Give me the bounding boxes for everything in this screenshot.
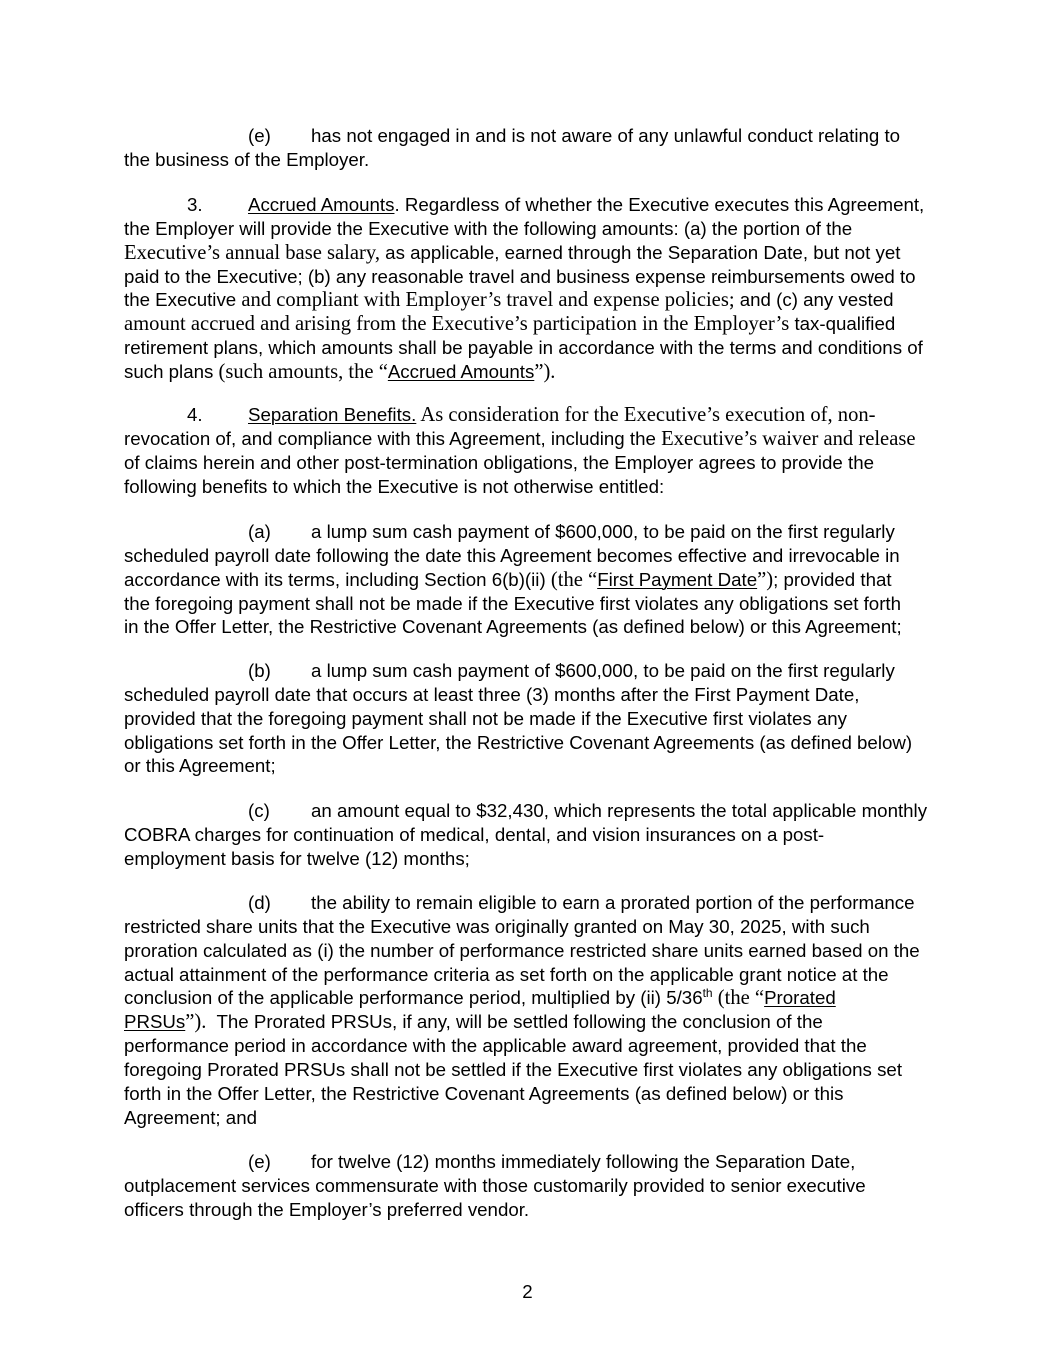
text-segment: Executive’s waiver and release	[661, 427, 916, 450]
section-heading: Separation Benefits.	[248, 404, 417, 425]
text-line	[124, 403, 1004, 427]
text-segment: retirement plans, which amounts shall be payable in accordance with the terms and conditions of	[124, 337, 923, 359]
section-heading: Accrued Amounts	[248, 194, 395, 215]
text-line	[124, 193, 1004, 217]
item-label: (c)	[248, 800, 270, 821]
text-line	[124, 241, 1004, 265]
text-line	[124, 475, 1004, 499]
text-segment: and (c) any vested	[734, 289, 894, 311]
text-line	[124, 124, 1004, 148]
text-segment: Agreement; and	[124, 1106, 257, 1128]
text-line	[124, 683, 1004, 707]
text-line	[124, 592, 1004, 616]
text-segment: forth in the Offer Letter, the Restrictive Covenant Agreements (as defined below) or this	[124, 1082, 844, 1104]
text-segment: of claims herein and other post-termination obligations, the Employer agrees to provide the	[124, 451, 874, 473]
text-line	[124, 731, 1004, 755]
text-line	[124, 1010, 1004, 1034]
text-segment: provided that the foregoing payment shall not be made if the Executive first violates any	[124, 707, 847, 729]
text-line	[124, 915, 1004, 939]
text-line	[124, 615, 1004, 639]
defined-term: PRSUs	[124, 1011, 186, 1033]
section-number: 4.	[187, 404, 203, 425]
text-line	[124, 520, 1004, 544]
text-segment: actual attainment of the performance criteria as set forth on the applicable grant notice at the	[124, 963, 889, 985]
text-segment: COBRA charges for continuation of medical, dental, and vision insurances on a post-	[124, 823, 825, 845]
text-segment: (such amounts, the “	[218, 360, 388, 383]
text-segment: employment basis for twelve (12) months;	[124, 847, 470, 869]
text-line	[124, 823, 1004, 847]
superscript: th	[702, 986, 713, 1001]
text-line	[124, 360, 1004, 384]
text-segment: Executive’s annual base salary,	[124, 241, 380, 264]
text-line	[124, 288, 1004, 312]
text-segment: proration calculated as (i) the number of performance restricted share units earned based on the	[124, 939, 920, 961]
text-line	[124, 265, 1004, 289]
text-segment: such plans	[124, 360, 219, 382]
text-line	[124, 336, 1004, 360]
text-segment: the business of the Employer.	[124, 148, 370, 170]
section-3-accrued-amounts	[124, 193, 1004, 384]
text-segment: (the “	[712, 987, 765, 1010]
text-line	[124, 1150, 1004, 1174]
defined-term: First Payment Date	[597, 568, 758, 590]
text-segment: (the “	[550, 568, 598, 591]
text-segment: and compliant with Employer’s travel and expense policies;	[241, 289, 735, 312]
text-segment: outplacement services commensurate with those customarily provided to senior executive	[124, 1174, 866, 1196]
text-line	[124, 799, 1004, 823]
text-segment: ”).	[534, 360, 556, 383]
text-segment: ”).	[185, 1011, 207, 1034]
text-segment: officers through the Employer’s preferred vendor.	[124, 1198, 530, 1220]
item-b-second-payment	[124, 659, 1004, 778]
section-4-separation-benefits	[124, 403, 1004, 498]
text-segment: ”)	[757, 568, 774, 591]
text-segment: scheduled payroll date following the date this Agreement becomes effective and irrevocable in	[124, 544, 900, 566]
text-segment: restricted share units that the Executive was originally granted on May 30, 2025, with such	[124, 915, 870, 937]
text-line	[124, 847, 1004, 871]
text-segment: has not engaged in and is not aware of any unlawful conduct relating to	[311, 125, 901, 146]
text-segment: in the Offer Letter, the Restrictive Covenant Agreements (as defined below) or this Agreement;	[124, 616, 902, 638]
text-line	[124, 707, 1004, 731]
text-segment: or this Agreement;	[124, 755, 276, 777]
text-segment: ; provided that	[773, 568, 892, 590]
item-d-prorated-prsus	[124, 891, 1004, 1129]
text-segment: conclusion of the applicable performance period, multiplied by (ii) 5/36	[124, 987, 703, 1009]
text-line	[124, 1174, 1004, 1198]
text-line	[124, 891, 1004, 915]
text-segment: obligations set forth in the Offer Letter, the Restrictive Covenant Agreements (as defined below)	[124, 731, 913, 753]
text-segment: The Prorated PRSUs, if any, will be settled following the conclusion of the	[206, 1011, 823, 1033]
text-line	[124, 1106, 1004, 1130]
text-segment: tax-qualified	[789, 313, 896, 335]
text-line	[124, 939, 1004, 963]
text-line	[124, 1082, 1004, 1106]
text-segment: the Executive	[124, 289, 242, 311]
text-line	[124, 659, 1004, 683]
text-line	[124, 986, 1004, 1010]
text-line	[124, 451, 1004, 475]
text-line	[124, 312, 1004, 336]
text-segment: for twelve (12) months immediately following the Separation Date,	[311, 1151, 856, 1172]
item-label: (e)	[248, 125, 271, 146]
text-segment: performance period in accordance with the applicable award agreement, provided that the	[124, 1035, 867, 1057]
text-line	[124, 148, 1004, 172]
defined-term: Prorated	[764, 987, 836, 1009]
section-number: 3.	[187, 194, 203, 215]
text-segment: the foregoing payment shall not be made if the Executive first violates any obligations set forth	[124, 592, 902, 614]
text-line	[124, 568, 1004, 592]
text-segment: a lump sum cash payment of $600,000, to be paid on the first regularly	[311, 660, 895, 681]
page-number: 2	[522, 1281, 533, 1302]
text-segment: as applicable, earned through the Separation Date, but not yet	[379, 241, 901, 263]
text-segment: the Employer will provide the Executive with the following amounts: (a) the portion of the	[124, 217, 853, 239]
item-c-cobra	[124, 799, 1004, 871]
item-label: (a)	[248, 521, 271, 542]
text-line	[124, 544, 1004, 568]
text-line	[124, 1198, 1004, 1222]
text-line	[124, 1058, 1004, 1082]
text-segment: a lump sum cash payment of $600,000, to be paid on the first regularly	[311, 521, 895, 542]
text-segment: foregoing Prorated PRSUs shall not be settled if the Executive first violates any obligations set	[124, 1058, 903, 1080]
text-segment: following benefits to which the Executive is not otherwise entitled:	[124, 475, 665, 497]
text-segment: accordance with its terms, including Section 6(b)(ii)	[124, 568, 551, 590]
text-segment: revocation of, and compliance with this Agreement, including the	[124, 427, 662, 449]
text-line	[124, 217, 1004, 241]
text-segment: the ability to remain eligible to earn a prorated portion of the performance	[311, 892, 915, 913]
text-line	[124, 963, 1004, 987]
text-line	[124, 1034, 1004, 1058]
text-segment: amount accrued and arising from the Executive’s participation in the Employer’s	[124, 313, 790, 336]
text-segment: scheduled payroll date that occurs at least three (3) months after the First Payment Date,	[124, 683, 860, 705]
defined-term: Accrued Amounts	[387, 360, 535, 382]
text-segment: paid to the Executive; (b) any reasonable travel and business expense reimbursements owed to	[124, 265, 916, 287]
text-segment: . Regardless of whether the Executive executes this Agreement,	[394, 194, 925, 215]
item-label: (e)	[248, 1151, 271, 1172]
text-line	[124, 427, 1004, 451]
item-e-unlawful-conduct	[124, 124, 1004, 172]
item-label: (d)	[248, 892, 271, 913]
item-a-first-payment	[124, 520, 1004, 639]
text-segment: an amount equal to $32,430, which represents the total applicable monthly	[311, 800, 928, 821]
item-label: (b)	[248, 660, 271, 681]
item-e-outplacement	[124, 1150, 1004, 1222]
text-line	[124, 754, 1004, 778]
text-segment: As consideration for the Executive’s execution of, non-	[416, 404, 876, 426]
